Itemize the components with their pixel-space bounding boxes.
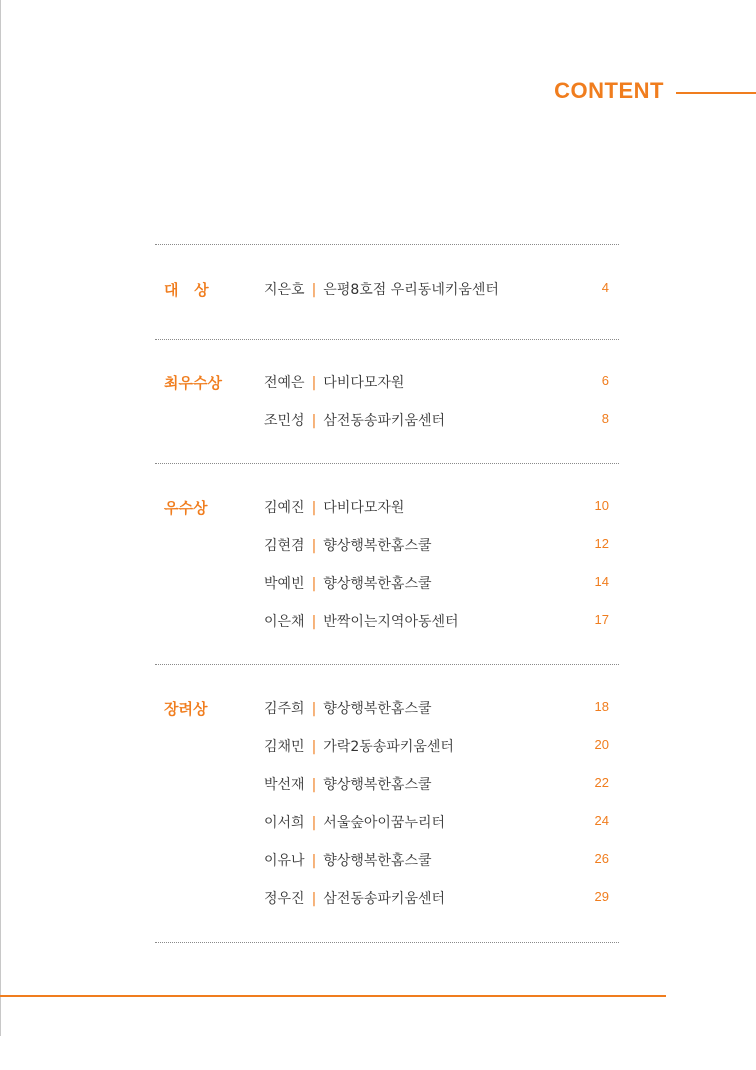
toc-row[interactable]: [155, 525, 619, 563]
toc-entry: [264, 279, 499, 299]
award-category: 장려상: [164, 700, 208, 718]
toc-row[interactable]: [155, 878, 619, 916]
separator: |: [311, 538, 317, 554]
toc-row[interactable]: [155, 726, 619, 764]
toc-entry: [264, 774, 432, 794]
student-name: 이은채: [264, 614, 305, 630]
page-number: 24: [594, 813, 609, 828]
student-name: 정우진: [264, 891, 305, 907]
toc-row[interactable]: [155, 487, 619, 525]
organization-name: 향상행복한홈스쿨: [323, 853, 432, 869]
separator: |: [311, 777, 317, 793]
student-name: 김예진: [264, 500, 305, 516]
organization-name: 삼전동송파키움센터: [323, 413, 446, 429]
title-rule: [676, 92, 756, 94]
footer-rule: [0, 995, 666, 997]
page-number: 6: [601, 373, 609, 388]
toc-row[interactable]: [155, 802, 619, 840]
student-name: 전예은: [264, 375, 305, 391]
separator: |: [311, 853, 317, 869]
toc-section-encouragement: [155, 665, 619, 942]
student-name: 지은호: [264, 282, 305, 298]
page-number: 14: [594, 574, 609, 589]
page-number: 4: [601, 280, 609, 295]
organization-name: 반짝이는지역아동센터: [323, 614, 459, 630]
organization-name: 향상행복한홈스쿨: [323, 777, 432, 793]
separator: |: [311, 413, 317, 429]
toc-row[interactable]: [155, 400, 619, 438]
organization-name: 가락2동송파키움센터: [323, 739, 454, 755]
award-category: 대 상: [164, 281, 209, 299]
separator: |: [311, 739, 317, 755]
separator: |: [311, 500, 317, 516]
separator: |: [311, 614, 317, 630]
toc-section-merit: [155, 464, 619, 664]
page-number: 18: [594, 699, 609, 714]
student-name: 이유나: [264, 853, 305, 869]
separator: |: [311, 576, 317, 592]
organization-name: 향상행복한홈스쿨: [323, 701, 432, 717]
toc-row[interactable]: [155, 362, 619, 400]
organization-name: 삼전동송파키움센터: [323, 891, 446, 907]
student-name: 조민성: [264, 413, 305, 429]
organization-name: 향상행복한홈스쿨: [323, 538, 432, 554]
page-number: 29: [594, 889, 609, 904]
award-category: 최우수상: [164, 374, 222, 392]
toc-row[interactable]: [155, 688, 619, 726]
toc-entry: [264, 372, 404, 392]
dotted-divider: [155, 942, 619, 943]
page-number: 20: [594, 737, 609, 752]
toc-row[interactable]: [155, 563, 619, 601]
toc-entry: [264, 573, 432, 593]
toc-entry: [264, 611, 459, 631]
student-name: 김현겸: [264, 538, 305, 554]
toc-entry: [264, 850, 432, 870]
toc-row[interactable]: [155, 601, 619, 639]
toc-entry: [264, 410, 445, 430]
page-number: 26: [594, 851, 609, 866]
student-name: 박예빈: [264, 576, 305, 592]
separator: |: [311, 891, 317, 907]
toc-row[interactable]: [155, 269, 619, 307]
toc-row[interactable]: [155, 840, 619, 878]
page-edge-line: [0, 0, 1, 1036]
separator: |: [311, 282, 317, 298]
toc-section-excellence: [155, 340, 619, 463]
page-number: 12: [594, 536, 609, 551]
page-title: CONTENT: [554, 78, 664, 103]
award-category: 우수상: [164, 499, 208, 517]
toc-entry: [264, 736, 454, 756]
student-name: 김주희: [264, 701, 305, 717]
separator: |: [311, 701, 317, 717]
student-name: 박선재: [264, 777, 305, 793]
organization-name: 다비다모자원: [323, 500, 405, 516]
separator: |: [311, 375, 317, 391]
student-name: 김채민: [264, 739, 305, 755]
page-number: 10: [594, 498, 609, 513]
toc-entry: [264, 698, 432, 718]
toc-entry: [264, 888, 445, 908]
toc-section-grand-prize: [155, 245, 619, 339]
toc-entry: [264, 497, 404, 517]
table-of-contents: [155, 244, 619, 943]
toc-row[interactable]: [155, 764, 619, 802]
page-number: 8: [601, 411, 609, 426]
page-number: 22: [594, 775, 609, 790]
organization-name: 서울숲아이꿈누리터: [323, 815, 446, 831]
student-name: 이서희: [264, 815, 305, 831]
organization-name: 다비다모자원: [323, 375, 405, 391]
separator: |: [311, 815, 317, 831]
organization-name: 향상행복한홈스쿨: [323, 576, 432, 592]
organization-name: 은평8호점 우리동네키움센터: [323, 282, 499, 298]
toc-entry: [264, 812, 445, 832]
page-number: 17: [594, 612, 609, 627]
toc-entry: [264, 535, 432, 555]
